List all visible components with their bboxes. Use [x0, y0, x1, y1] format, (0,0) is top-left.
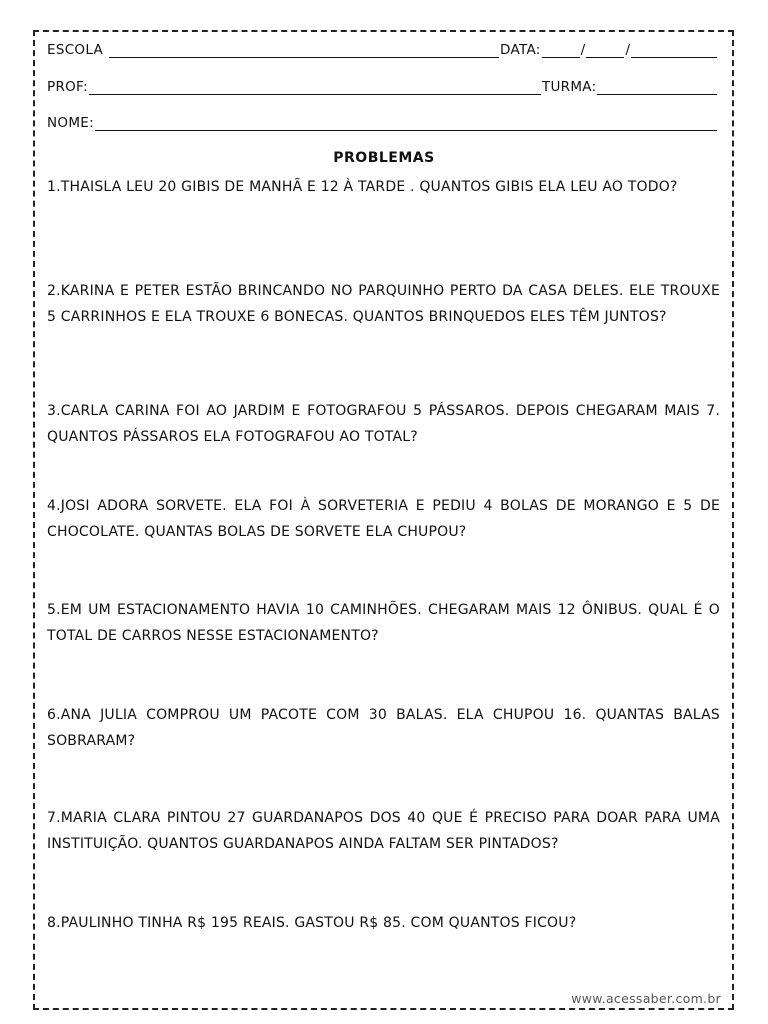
teacher-label: PROF:: [47, 79, 88, 95]
question-1: 1.THAISLA LEU 20 GIBIS DE MANHÃ E 12 À TARDE . QUANTOS GIBIS ELA LEU AO TODO?: [47, 179, 678, 195]
class-label: TURMA:: [541, 79, 597, 95]
question-3: 3.CARLA CARINA FOI AO JARDIM E FOTOGRAFOU 5 PÁSSAROS. DEPOIS CHEGARAM MAIS 7. QUANTOS PÁSSAROS ELA FOTOGRAFOU AO TOTAL?: [47, 403, 720, 445]
question-7: 7.MARIA CLARA PINTOU 27 GUARDANAPOS DOS 40 QUE É PRECISO PARA DOAR PARA UMA INSTITUIÇÃO. QUANTOS GUARDANAPOS AINDA FALTAM SER PINTADOS?: [47, 810, 720, 852]
class-field[interactable]: [597, 82, 717, 95]
page-title: PROBLEMAS: [333, 150, 435, 166]
teacher-class-row: [47, 79, 718, 95]
date-year-field[interactable]: [631, 45, 717, 58]
question-5: 5.EM UM ESTACIONAMENTO HAVIA 10 CAMINHÕES. CHEGARAM MAIS 12 ÔNIBUS. QUAL É O TOTAL DE CARROS NESSE ESTACIONAMENTO?: [47, 602, 720, 644]
name-field[interactable]: [95, 118, 717, 131]
question-2: 2.KARINA E PETER ESTÃO BRINCANDO NO PARQUINHO PERTO DA CASA DELES. ELE TROUXE 5 CARRINHOS E ELA TROUXE 6 BONECAS. QUANTOS BRINQUEDOS ELES TÊM JUNTOS?: [47, 283, 720, 325]
name-label: NOME:: [47, 115, 94, 131]
school-label: ESCOLA: [47, 42, 104, 58]
date-sep-1: /: [580, 42, 586, 58]
question-4: 4.JOSI ADORA SORVETE. ELA FOI À SORVETERIA E PEDIU 4 BOLAS DE MORANGO E 5 DE CHOCOLATE. QUANTAS BOLAS DE SORVETE ELA CHUPOU?: [47, 498, 720, 540]
question-8: 8.PAULINHO TINHA R$ 195 REAIS. GASTOU R$ 85. COM QUANTOS FICOU?: [47, 915, 577, 931]
teacher-field[interactable]: [89, 82, 541, 95]
school-date-row: [47, 42, 718, 58]
name-row: [47, 115, 718, 131]
question-6: 6.ANA JULIA COMPROU UM PACOTE COM 30 BALAS. ELA CHUPOU 16. QUANTAS BALAS SOBRARAM?: [47, 707, 720, 749]
footer-url[interactable]: www.acessaber.com.br: [571, 991, 721, 1006]
date-sep-2: /: [625, 42, 631, 58]
date-label: DATA:: [500, 42, 541, 58]
date-month-field[interactable]: [586, 45, 624, 58]
school-field[interactable]: [109, 45, 499, 58]
date-day-field[interactable]: [542, 45, 580, 58]
